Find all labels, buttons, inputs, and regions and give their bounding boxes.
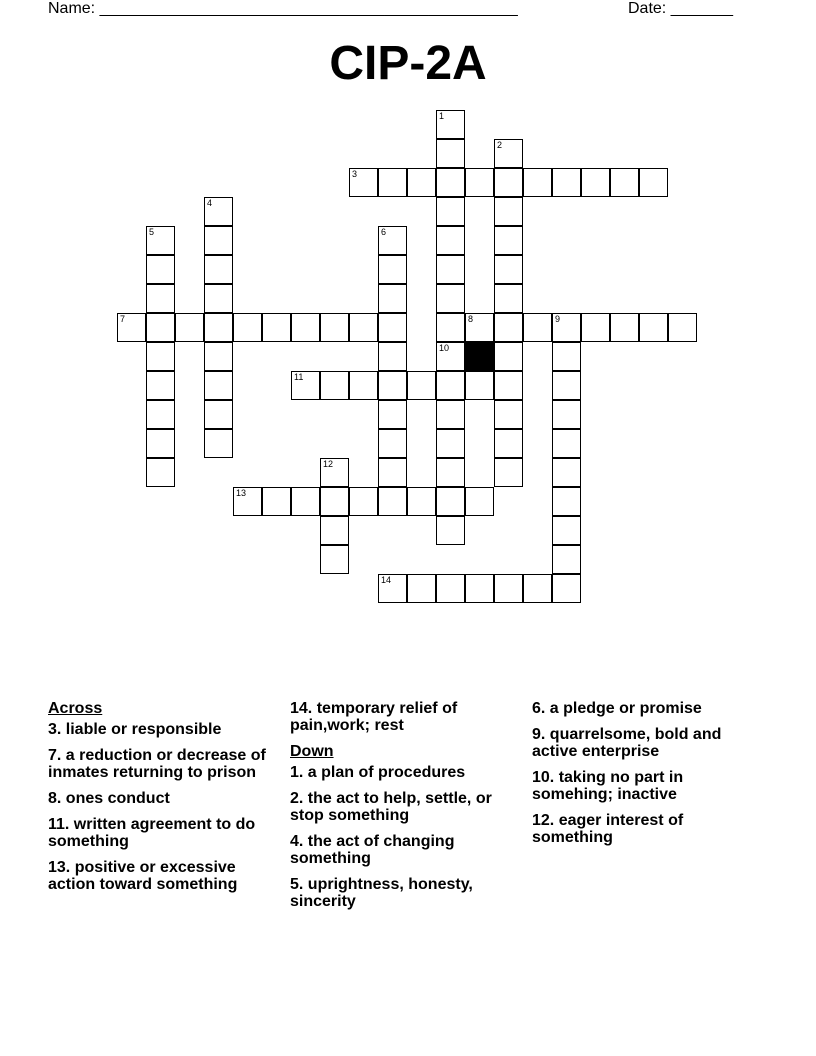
clue-item-number: 11. — [48, 816, 70, 833]
clue-number: 8 — [468, 314, 474, 324]
clues-column-1 — [48, 700, 284, 902]
clue-item-number: 10. — [532, 769, 555, 786]
grid-cell[interactable] — [494, 342, 523, 371]
grid-cell[interactable] — [523, 574, 552, 603]
clue-item-number: 1. — [290, 764, 304, 781]
grid-cell[interactable] — [552, 342, 581, 371]
grid-cell[interactable] — [639, 168, 668, 197]
clue-item-number: 6. — [532, 700, 546, 717]
grid-cell[interactable] — [378, 255, 407, 284]
grid-cell[interactable] — [436, 197, 465, 226]
grid-cell[interactable] — [204, 313, 233, 342]
grid-cell[interactable] — [146, 458, 175, 487]
clue-item-number: 9. — [532, 726, 546, 743]
clue-item-number: 12. — [532, 812, 555, 829]
grid-cell[interactable] — [494, 429, 523, 458]
clue-number: 13 — [236, 488, 247, 498]
grid-cell[interactable] — [117, 313, 146, 342]
grid-cell[interactable] — [262, 313, 291, 342]
grid-cell[interactable] — [552, 487, 581, 516]
clue-item-text: a plan of procedures — [303, 764, 466, 781]
clue-number: 5 — [149, 227, 155, 237]
clue-item-number: 7. — [48, 747, 62, 764]
grid-cell[interactable] — [610, 168, 639, 197]
clue-item-text: liable or responsible — [61, 721, 222, 738]
grid-cell[interactable] — [378, 168, 407, 197]
grid-cell[interactable] — [552, 313, 581, 342]
grid-cell[interactable] — [465, 487, 494, 516]
grid-cell[interactable] — [639, 313, 668, 342]
grid-cell[interactable] — [494, 284, 523, 313]
grid-cell[interactable] — [378, 487, 407, 516]
grid-cell[interactable] — [262, 487, 291, 516]
grid-cell[interactable] — [407, 371, 436, 400]
grid-cell[interactable] — [581, 313, 610, 342]
grid-cell[interactable] — [552, 516, 581, 545]
grid-cell[interactable] — [581, 168, 610, 197]
grid-cell[interactable] — [204, 429, 233, 458]
grid-cell[interactable] — [436, 574, 465, 603]
grid-cell[interactable] — [320, 516, 349, 545]
grid-cell[interactable] — [552, 429, 581, 458]
grid-cell[interactable] — [349, 371, 378, 400]
grid-cell[interactable] — [378, 342, 407, 371]
grid-cell[interactable] — [552, 458, 581, 487]
puzzle-title: CIP-2A — [329, 37, 487, 90]
grid-cell[interactable] — [146, 284, 175, 313]
clue-item-text: uprightness, honesty, sincerity — [290, 876, 473, 910]
clue-item-text: positive or excessive action toward something — [48, 859, 238, 893]
clue-number: 11 — [294, 372, 304, 382]
grid-cell[interactable] — [436, 255, 465, 284]
grid-cell[interactable] — [436, 429, 465, 458]
grid-cell[interactable] — [146, 313, 175, 342]
black-square — [465, 342, 494, 371]
grid-cell[interactable] — [436, 371, 465, 400]
grid-cell[interactable] — [436, 168, 465, 197]
grid-cell[interactable] — [407, 574, 436, 603]
clue-number: 2 — [497, 140, 503, 150]
clue-number: 4 — [207, 198, 213, 208]
clue-item-number: 2. — [290, 790, 304, 807]
grid-cell[interactable] — [465, 168, 494, 197]
grid-cell[interactable] — [378, 313, 407, 342]
grid-cell[interactable] — [552, 574, 581, 603]
grid-cell[interactable] — [233, 487, 262, 516]
grid-cell[interactable] — [349, 487, 378, 516]
grid-cell[interactable] — [204, 197, 233, 226]
clue-item — [290, 876, 526, 910]
clue-item — [532, 726, 768, 760]
grid-cell[interactable] — [436, 284, 465, 313]
grid-cell[interactable] — [436, 139, 465, 168]
grid-cell[interactable] — [465, 574, 494, 603]
clue-item-text: written agreement to do something — [48, 816, 256, 850]
grid-cell[interactable] — [204, 371, 233, 400]
grid-cell[interactable] — [204, 342, 233, 371]
grid-cell[interactable] — [436, 487, 465, 516]
grid-cell[interactable] — [349, 313, 378, 342]
clue-number: 12 — [323, 459, 334, 469]
grid-cell[interactable] — [436, 110, 465, 139]
grid-cell[interactable] — [436, 342, 465, 371]
grid-cell[interactable] — [378, 429, 407, 458]
clue-item — [48, 721, 284, 738]
grid-cell[interactable] — [378, 400, 407, 429]
clue-item-text: eager interest of something — [532, 812, 684, 846]
grid-cell[interactable] — [523, 313, 552, 342]
grid-cell[interactable] — [146, 400, 175, 429]
grid-cell[interactable] — [494, 168, 523, 197]
grid-cell[interactable] — [465, 371, 494, 400]
clue-item — [532, 812, 768, 846]
grid-cell[interactable] — [465, 313, 494, 342]
grid-cell[interactable] — [523, 168, 552, 197]
clue-item-number: 8. — [48, 790, 62, 807]
grid-cell[interactable] — [204, 400, 233, 429]
grid-cell[interactable] — [320, 545, 349, 574]
grid-cell[interactable] — [494, 400, 523, 429]
clue-number: 3 — [352, 169, 358, 179]
clue-item — [48, 747, 284, 781]
grid-cell[interactable] — [436, 458, 465, 487]
clue-item-text: temporary relief of pain,work; rest — [290, 700, 458, 734]
clue-number: 7 — [120, 314, 126, 324]
clue-item-text: ones conduct — [61, 790, 170, 807]
grid-cell[interactable] — [668, 313, 697, 342]
grid-cell[interactable] — [494, 255, 523, 284]
clue-item-number: 3. — [48, 721, 62, 738]
grid-cell[interactable] — [204, 255, 233, 284]
grid-cell[interactable] — [494, 226, 523, 255]
grid-cell[interactable] — [494, 574, 523, 603]
grid-cell[interactable] — [552, 168, 581, 197]
grid-cell[interactable] — [494, 139, 523, 168]
name-field[interactable]: Name: _______________________________________________ — [48, 0, 518, 17]
grid-cell[interactable] — [233, 313, 262, 342]
clue-number: 10 — [439, 343, 450, 353]
clue-item — [290, 833, 526, 867]
clue-item — [532, 769, 768, 803]
grid-cell[interactable] — [146, 226, 175, 255]
clue-item-text: a pledge or promise — [545, 700, 702, 717]
clue-item — [290, 764, 526, 781]
grid-cell[interactable] — [175, 313, 204, 342]
clue-item — [48, 790, 284, 807]
clue-item-number: 5. — [290, 876, 304, 893]
grid-cell[interactable] — [349, 168, 378, 197]
grid-cell[interactable] — [320, 371, 349, 400]
grid-cell[interactable] — [407, 487, 436, 516]
grid-cell[interactable] — [436, 313, 465, 342]
clues-column-3 — [532, 700, 768, 855]
clue-number: 6 — [381, 227, 387, 237]
grid-cell[interactable] — [146, 342, 175, 371]
clue-item — [290, 700, 526, 734]
clue-item-text: the act of changing something — [290, 833, 455, 867]
grid-cell[interactable] — [378, 574, 407, 603]
grid-cell[interactable] — [204, 284, 233, 313]
clue-item-number: 13. — [48, 859, 71, 876]
grid-cell[interactable] — [494, 197, 523, 226]
grid-cell[interactable] — [146, 371, 175, 400]
grid-cell[interactable] — [146, 429, 175, 458]
grid-cell[interactable] — [494, 313, 523, 342]
grid-cell[interactable] — [320, 487, 349, 516]
clue-item-text: taking no part in somehing; inactive — [532, 769, 684, 803]
grid-cell[interactable] — [291, 487, 320, 516]
clue-number: 14 — [381, 575, 392, 585]
grid-cell[interactable] — [494, 458, 523, 487]
grid-cell[interactable] — [494, 371, 523, 400]
clue-number: 9 — [555, 314, 561, 324]
clue-item — [532, 700, 768, 717]
grid-cell[interactable] — [552, 371, 581, 400]
grid-cell[interactable] — [436, 400, 465, 429]
grid-cell[interactable] — [436, 226, 465, 255]
grid-cell[interactable] — [320, 313, 349, 342]
across-heading: Across — [48, 700, 103, 717]
grid-cell[interactable] — [407, 168, 436, 197]
grid-cell[interactable] — [204, 226, 233, 255]
clue-number: 1 — [439, 111, 445, 121]
clue-item — [48, 859, 284, 893]
grid-cell[interactable] — [378, 371, 407, 400]
clue-item-number: 14. — [290, 700, 313, 717]
down-heading: Down — [290, 743, 334, 760]
clue-item — [290, 790, 526, 824]
clues-section — [48, 700, 768, 1000]
grid-cell[interactable] — [378, 458, 407, 487]
grid-cell[interactable] — [320, 458, 349, 487]
grid-cell[interactable] — [436, 516, 465, 545]
grid-cell[interactable] — [378, 284, 407, 313]
grid-cell[interactable] — [610, 313, 639, 342]
grid-cell[interactable] — [146, 255, 175, 284]
date-field[interactable]: Date: _______ — [628, 0, 733, 17]
grid-cell[interactable] — [291, 371, 320, 400]
grid-cell[interactable] — [378, 226, 407, 255]
clue-item-number: 4. — [290, 833, 304, 850]
clue-item-text: a reduction or decrease of inmates returning to prison — [48, 747, 266, 781]
clue-item-text: the act to help, settle, or stop something — [290, 790, 492, 824]
clues-column-2 — [290, 700, 526, 919]
grid-cell[interactable] — [552, 545, 581, 574]
clue-item — [48, 816, 284, 850]
clue-item-text: quarrelsome, bold and active enterprise — [532, 726, 722, 760]
grid-cell[interactable] — [552, 400, 581, 429]
grid-cell[interactable] — [291, 313, 320, 342]
